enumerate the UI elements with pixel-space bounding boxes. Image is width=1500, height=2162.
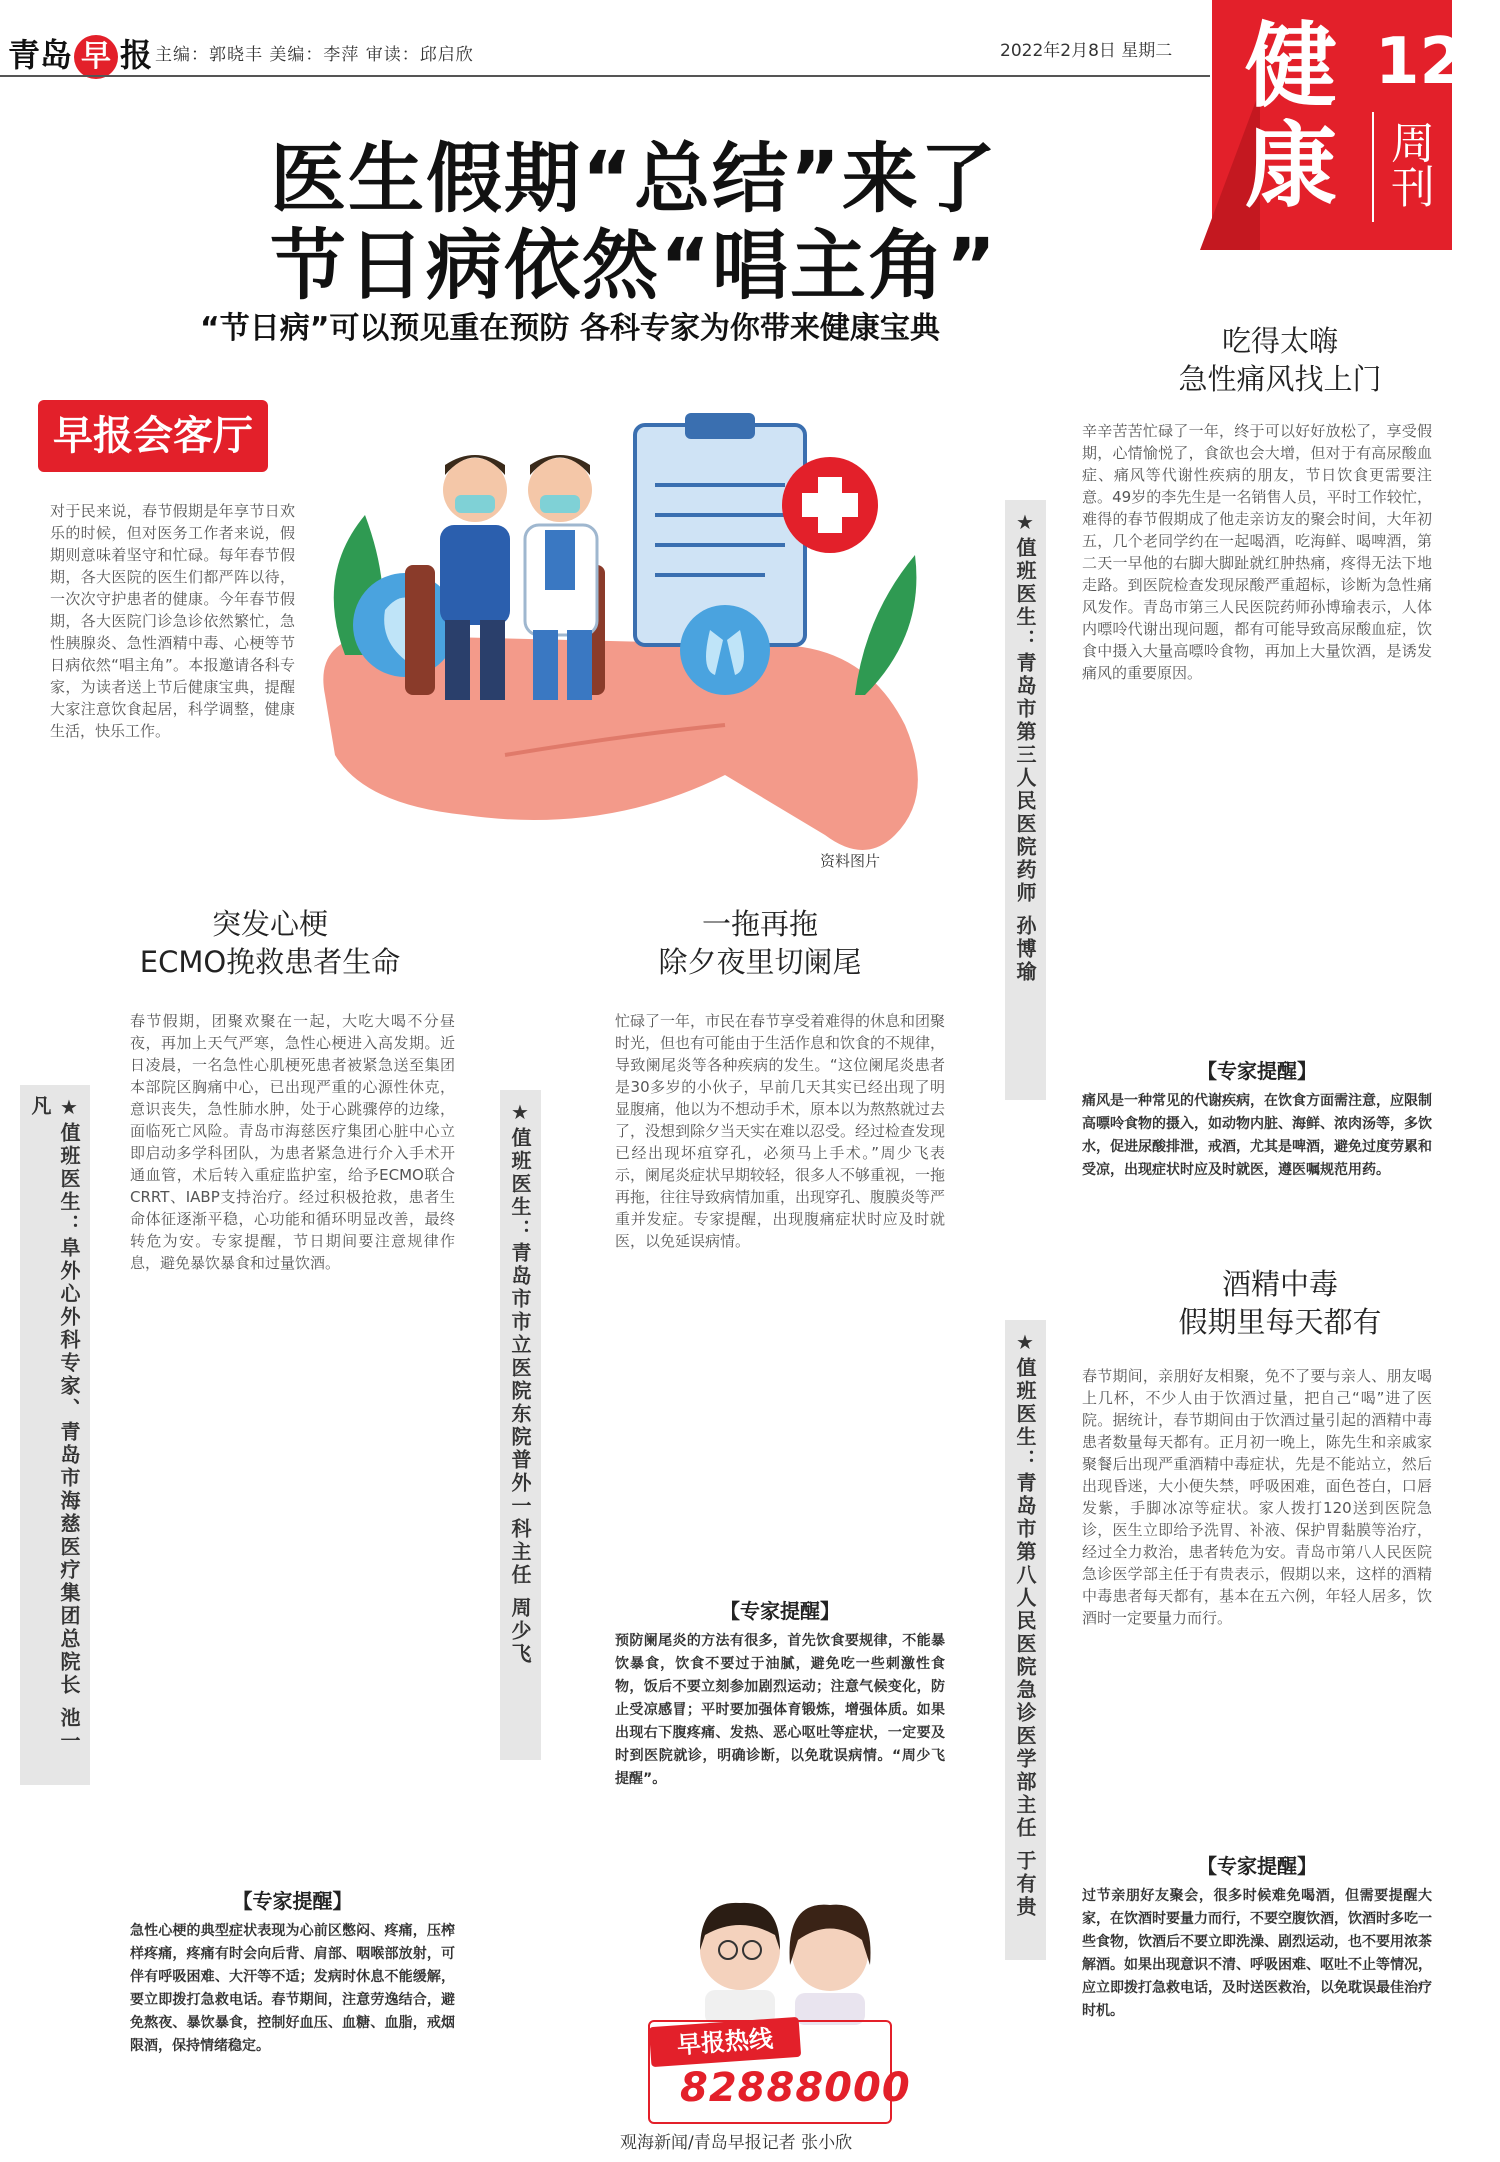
reporter-byline: 观海新闻/青岛早报记者 张小欣 (620, 2133, 853, 2153)
banner-divider (1372, 112, 1374, 222)
article-1-title (60, 905, 480, 981)
article-4-byline: ★值班医生：青岛市第八人民医院急诊医学部主任 于有贵 (1005, 1320, 1046, 1960)
article-3-tips: 痛风是一种常见的代谢疾病，在饮食方面需注意，应限制高嘌呤食物的摄入，如动物内脏、海鲜、浓肉汤等，多饮水，促进尿酸排泄，戒酒，尤其是啤酒，避免过度劳累和受凉，出现症状时应及时就医，遵医嘱规范用药。 (1082, 1093, 1432, 1178)
article-4-title-line-1: 酒精中毒 (1221, 1267, 1338, 1301)
article-3-title-line-2: 急性痛风找上门 (1178, 362, 1382, 396)
article-4-expert-label: 【专家提醒】 (1197, 1854, 1317, 1878)
article-3-body: 辛辛苦苦忙碌了一年，终于可以好好放松了，享受假期，心情愉悦了，食欲也会大增，但对于有高尿酸血症、痛风等代谢性疾病的朋友，节日饮食更需要注意。49岁的李先生是一名销售人员，平时工作较忙，难得的春节假期成了他走亲访友的聚会时间，大年初五，几个老同学约在一起喝酒，吃海鲜、喝啤酒，第二天一早他的右脚大脚趾就红肿热痛，疼得无法下地走路。到医院检查发现尿酸严重超标，诊断为急性痛风发作。青岛市第三人民医院药师孙博瑜表示，人体内嘌呤代谢出现问题，都有可能导致高尿酸血症，饮食中摄入大量高嘌呤食物，再加上大量饮酒，是诱发痛风的重要原因。 (1082, 422, 1432, 682)
article-3-title (1080, 322, 1480, 398)
article-2-body: 忙碌了一年，市民在春节享受着难得的休息和团聚时光，但也有可能由于生活作息和饮食的不规律，导致阑尾炎等各种疾病的发生。“这位阑尾炎患者是30多岁的小伙子，早前几天其实已经出现了明显腹痛，他以为不想动手术，原本以为熬熬就过去了，没想到除夕当天实在难以忍受。经过检查发现已经出现坏疽穿孔，必须马上手术。”周少飞表示，阑尾炎症状早期较轻，很多人不够重视，一拖再拖，往往导致病情加重，出现穿孔、腹膜炎等严重并发症。专家提醒，出现腹痛症状时应及时就医，以免延误病情。 (615, 1012, 945, 1250)
intro-text: 对于民来说，春节假期是年享节日欢乐的时候，但对医务工作者来说，假期则意味着坚守和忙碌。每年春节假期，各大医院的医生们都严阵以待，一次次守护患者的健康。今年春节假期，各大医院门诊急诊依然繁忙，急性胰腺炎、急性酒精中毒、心梗等节日病依然“唱主角”。本报邀请各科专家，为读者送上节后健康宝典，提醒大家注意饮食起居，科学调整，健康生活，快乐工作。 (50, 502, 295, 740)
article-2-title-line-1: 一拖再拖 (701, 907, 818, 941)
article-1-title-line-2: ECMO挽救患者生命 (139, 945, 401, 979)
reporter-portraits (680, 1895, 890, 2025)
article-4-title-line-2: 假期里每天都有 (1178, 1305, 1382, 1339)
hotline-number: 82888000 (680, 2065, 911, 2111)
headline-line-2: 节日病依然“唱主角” (270, 221, 998, 310)
article-4-title (1080, 1265, 1480, 1341)
headline-line-1: 医生假期“总结”来了 (270, 134, 998, 223)
editor-credits: 主编：郭晓丰 美编：李萍 审读：邱启欣 (155, 45, 474, 65)
section-title-char-1: 健 (1245, 12, 1338, 120)
headline-subtitle: “节日病”可以预见重在预防 各科专家为你带来健康宝典 (200, 311, 940, 346)
article-2-title-line-2: 除夕夜里切阑尾 (658, 945, 862, 979)
newspaper-logo: 青岛 早 报 (8, 30, 152, 79)
article-1-expert-label: 【专家提醒】 (232, 1889, 353, 1913)
issue-date: 2022年2月8日 星期二 (1000, 41, 1173, 61)
article-2-title (560, 905, 960, 981)
page-number: 12 (1375, 25, 1465, 99)
article-3-title-line-1: 吃得太嗨 (1221, 324, 1338, 358)
article-2-expert-label: 【专家提醒】 (720, 1599, 840, 1623)
article-3-byline: ★值班医生：青岛市第三人民医院药师 孙博瑜 (1005, 500, 1046, 1100)
article-1-tips: 急性心梗的典型症状表现为心前区憋闷、疼痛，压榨样疼痛，疼痛有时会向后背、肩部、咽喉部放射，可伴有呼吸困难、大汗等不适；发病时休息不能缓解，要立即拨打急救电话。春节期间，注意劳逸结合，避免熬夜、暴饮暴食，控制好血压、血糖、血脂，戒烟限酒，保持情绪稳定。 (130, 1923, 455, 2054)
article-4-body: 春节期间，亲朋好友相聚，免不了要与亲人、朋友喝上几杯，不少人由于饮酒过量，把自己“喝”进了医院。据统计，春节期间由于饮酒过量引起的酒精中毒患者数量每天都有。正月初一晚上，陈先生和亲戚家聚餐后出现严重酒精中毒症状，先是不能站立，然后出现昏迷，大小便失禁，呼吸困难，面色苍白，口唇发紫，手脚冰凉等症状。家人拨打120送到医院急诊，医生立即给予洗胃、补液、保护胃黏膜等治疗，经过全力救治，患者转危为安。青岛市第八人民医院急诊医学部主任于有贵表示，假期以来，这样的酒精中毒患者每天都有，基本在五六例，年轻人居多，饮酒时一定要量力而行。 (1082, 1367, 1432, 1627)
article-4-tips: 过节亲朋好友聚会，很多时候难免喝酒，但需要提醒大家，在饮酒时要量力而行，不要空腹饮酒，饮酒时多吃一些食物，饮酒后不要立即洗澡、剧烈运动，也不要用浓茶解酒。如果出现意识不清、呼吸困难、呕吐不止等情况，应立即拨打急救电话，及时送医救治，以免耽误最佳治疗时机。 (1082, 1888, 1432, 2019)
illustration-doctor-patient (305, 395, 945, 915)
article-2-byline: ★值班医生：青岛市市立医院东院普外一科主任 周少飞 (500, 1090, 541, 1760)
masthead-divider (0, 75, 1210, 77)
article-3-expert-label: 【专家提醒】 (1197, 1059, 1317, 1083)
section-label: 早报会客厅 (38, 400, 268, 472)
section-title-char-2: 康 (1245, 112, 1338, 220)
weekly-label: 周刊 (1383, 120, 1434, 208)
hotline-label: 早报热线 (649, 2017, 801, 2067)
image-credit: 资料图片 (820, 852, 881, 870)
article-1-byline: ★值班医生：阜外心外科专家、青岛市海慈医疗集团总院长 池一凡 (20, 1085, 90, 1785)
article-1-title-line-1: 突发心梗 (211, 907, 328, 941)
article-1-body: 春节假期，团聚欢聚在一起，大吃大喝不分昼夜，再加上天气严寒，急性心梗进入高发期。近日凌晨，一名急性心肌梗死患者被紧急送至集团本部院区胸痛中心，已出现严重的心源性休克，意识丧失，急性肺水肿，处于心跳骤停的边缘，面临死亡风险。青岛市海慈医疗集团心脏中心立即启动多学科团队，为患者紧急进行介入手术开通血管，术后转入重症监护室，给予ECMO联合CRRT、IABP支持治疗。经过积极抢救，患者生命体征逐渐平稳，心功能和循环明显改善，最终转危为安。专家提醒，节日期间要注意规律作息，避免暴饮暴食和过量饮酒。 (130, 1012, 455, 1272)
article-2-tips: 预防阑尾炎的方法有很多，首先饮食要规律，不能暴饮暴食，饮食不要过于油腻，避免吃一些刺激性食物，饭后不要立刻参加剧烈运动；注意气候变化，防止受凉感冒；平时要加强体育锻炼，增强体质。如果出现右下腹疼痛、发热、恶心呕吐等症状，一定要及时到医院就诊，明确诊断，以免耽误病情。“周少飞提醒”。 (615, 1633, 945, 1787)
